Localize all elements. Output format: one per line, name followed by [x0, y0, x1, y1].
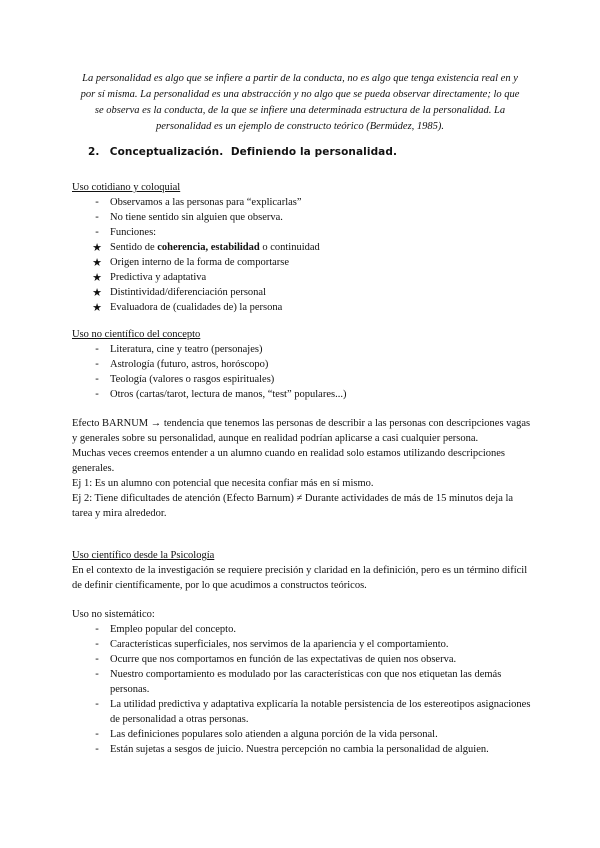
dash-bullet-icon: - — [95, 358, 99, 370]
list-item: - Otros (cartas/tarot, lectura de manos, “test” populares...) — [72, 387, 532, 402]
dash-bullet-icon: - — [95, 668, 99, 680]
list-item: - Las definiciones populares solo atienden a alguna porción de la vida personal. — [72, 727, 532, 742]
everyday-use-list — [72, 195, 532, 315]
star-bullet-icon: ★ — [92, 256, 102, 269]
dash-bullet-icon: - — [95, 698, 99, 710]
dash-bullet-icon: - — [95, 638, 99, 650]
everyday-use-heading: Uso cotidiano y coloquial — [72, 182, 181, 193]
section-heading — [88, 146, 397, 158]
dash-bullet-icon: - — [95, 623, 99, 635]
scientific-heading: Uso científico desde la Psicología — [72, 550, 215, 561]
section-number: 2. — [88, 146, 100, 158]
list-item: - Funciones: — [72, 225, 532, 240]
list-item: ★ Predictiva y adaptativa — [72, 270, 532, 285]
list-item: - Teología (valores o rasgos espirituales) — [72, 372, 532, 387]
non-systematic-heading: Uso no sistemático: — [72, 609, 155, 620]
dash-bullet-icon: - — [95, 343, 99, 355]
barnum-example-2: Ej 2: Tiene dificultades de atención (Efecto Barnum) ≠ Durante actividades de más de 15 minutos deja la tarea y mira alrededor. — [72, 493, 514, 519]
section-title: Conceptualización. — [109, 146, 224, 158]
list-item: - Empleo popular del concepto. — [72, 622, 532, 637]
star-bullet-icon: ★ — [92, 241, 102, 254]
list-item: ★ Evaluadora de (cualidades de) la persona — [72, 300, 532, 315]
dash-bullet-icon: - — [95, 728, 99, 740]
section-end: . — [392, 146, 398, 158]
dash-bullet-icon: - — [95, 373, 99, 385]
star-bullet-icon: ★ — [92, 301, 102, 314]
barnum-note: Muchas veces creemos entender a un alumno cuando en realidad solo estamos utilizando descripciones generales. — [72, 448, 505, 474]
barnum-block — [72, 416, 532, 521]
list-item: - Observamos a las personas para “explicarlas” — [72, 195, 532, 210]
barnum-example-1: Ej 1: Es un alumno con potencial que necesita confiar más en sí mismo. — [72, 478, 374, 489]
star-bullet-icon: ★ — [92, 286, 102, 299]
everyday-use-block — [72, 180, 532, 315]
list-item: ★ Sentido de coherencia, estabilidad o continuidad — [72, 240, 532, 255]
non-systematic-list — [72, 622, 532, 757]
non-scientific-block — [72, 327, 532, 402]
list-item: - Características superficiales, nos servimos de la apariencia y el comportamiento. — [72, 637, 532, 652]
non-scientific-list — [72, 342, 532, 402]
bold-term: coherencia, estabilidad — [157, 242, 260, 253]
dash-bullet-icon: - — [95, 211, 99, 223]
dash-bullet-icon: - — [95, 388, 99, 400]
dash-bullet-icon: - — [95, 226, 99, 238]
list-item: - Están sujetas a sesgos de juicio. Nuestra percepción no cambia la personalidad de alguien. — [72, 742, 532, 757]
list-item: - Nuestro comportamiento es modulado por las características con que nos etiquetan las demás personas. — [72, 667, 532, 697]
non-scientific-heading: Uso no científico del concepto — [72, 329, 201, 340]
scientific-text: En el contexto de la investigación se requiere precisión y claridad en la definición, pero es un término difícil de definir científicamente, por lo que acudimos a constructos teóricos. — [72, 565, 528, 591]
list-item: ★ Distintividad/diferenciación personal — [72, 285, 532, 300]
list-item: - Astrología (futuro, astros, horóscopo) — [72, 357, 532, 372]
non-systematic-block — [72, 607, 532, 757]
list-item: - La utilidad predictiva y adaptativa explicaría la notable persistencia de los estereotipos asignaciones de personalidad a otras personas. — [72, 697, 532, 727]
dash-bullet-icon: - — [95, 653, 99, 665]
list-item: - Literatura, cine y teatro (personajes) — [72, 342, 532, 357]
list-item: - Ocurre que nos comportamos en función de las expectativas de quien nos observa. — [72, 652, 532, 667]
list-item: - No tiene sentido sin alguien que observa. — [72, 210, 532, 225]
section-subtitle: Definiendo la personalidad — [230, 146, 393, 158]
star-bullet-icon: ★ — [92, 271, 102, 284]
dash-bullet-icon: - — [95, 196, 99, 208]
dash-bullet-icon: - — [95, 743, 99, 755]
intro-quote: La personalidad es algo que se infiere a partir de la conducta, no es algo que tenga existencia real en y por sí misma. La personalidad es una abstracción y no algo que se pueda observar directamente; lo que se observa es la conducta, de la que se infiere una determinada estructura de la personalidad. La personalidad es un ejemplo de constructo teórico (Bermúdez, 1985). — [80, 73, 520, 132]
list-item: ★ Origen interno de la forma de comportarse — [72, 255, 532, 270]
scientific-block — [72, 548, 532, 593]
barnum-definition: Efecto BARNUM → tendencia que tenemos las personas de describir a las personas con descripciones vagas y generales sobre su personalidad, aunque en realidad podrían aplicarse a casi cualquier persona. — [72, 418, 531, 444]
